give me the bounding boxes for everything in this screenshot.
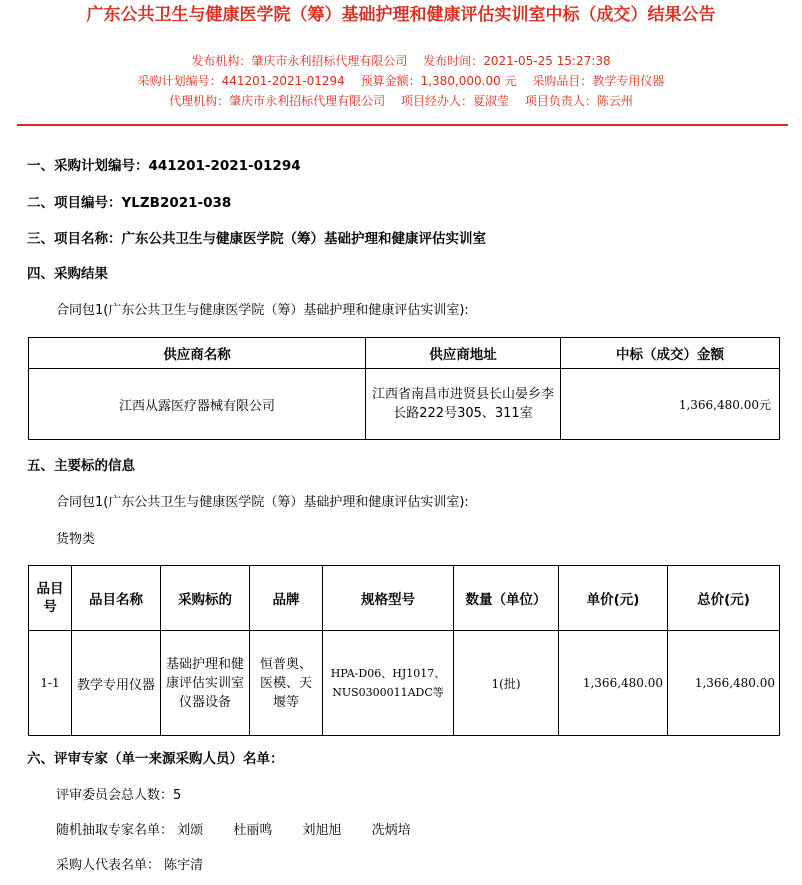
item-name: 教学专用仪器	[72, 631, 161, 736]
item-unit-price: 1,366,480.00	[559, 631, 668, 736]
purchaser-rep-label: 采购人代表名单：	[56, 858, 161, 873]
meta-leader: 项目负责人：陈云州	[524, 94, 633, 108]
col-spec: 规格型号	[323, 566, 454, 631]
item-target: 基础护理和健康评估实训室仪器设备	[161, 631, 250, 736]
expert-name: 冼炳培	[371, 823, 411, 838]
item-no: 1-1	[29, 631, 72, 736]
table-row	[29, 369, 780, 440]
item-brand: 恒普奥、医模、天堰等	[250, 631, 323, 736]
section-project-no: 二、项目编号：YLZB2021-038	[27, 195, 232, 211]
expert-name: 杜丽鸣	[233, 823, 273, 838]
section-project-name: 三、项目名称：广东公共卫生与健康医学院（筹）基础护理和健康评估实训室	[27, 231, 486, 247]
purchaser-rep-line	[56, 856, 203, 876]
meta-line-1	[0, 52, 802, 70]
col-target: 采购标的	[161, 566, 250, 631]
meta-agency: 代理机构：肇庆市永利招标代理有限公司	[169, 94, 386, 108]
table-header-row	[29, 566, 780, 631]
item-total-price: 1,366,480.00	[668, 631, 780, 736]
meta-item: 采购品目：教学专用仪器	[532, 74, 665, 88]
section-plan-no: 一、采购计划编号：441201-2021-01294	[27, 158, 301, 174]
items-table	[28, 565, 780, 736]
expert-count: 评审委员会总人数：5	[56, 788, 182, 803]
header-divider	[17, 124, 788, 126]
random-experts-line	[56, 821, 437, 841]
expert-name: 刘颂	[177, 823, 204, 838]
col-item-no: 品目号	[29, 566, 72, 631]
col-unit-price: 单价(元)	[559, 566, 668, 631]
meta-line-2	[0, 72, 802, 90]
item-quantity: 1(批)	[454, 631, 559, 736]
col-supplier-address: 供应商地址	[366, 338, 561, 369]
random-experts-label: 随机抽取专家名单：	[56, 823, 174, 838]
section-result: 四、采购结果	[27, 266, 108, 282]
col-award-amount: 中标（成交）金额	[561, 338, 780, 369]
package-label-2: 合同包1(广东公共卫生与健康医学院（筹）基础护理和健康评估实训室):	[56, 495, 469, 510]
col-item-name: 品目名称	[72, 566, 161, 631]
col-supplier-name: 供应商名称	[29, 338, 366, 369]
section-items: 五、主要标的信息	[27, 458, 135, 474]
meta-budget: 预算金额：1,380,000.00 元	[360, 74, 517, 88]
supplier-name: 江西从露医疗器械有限公司	[29, 369, 366, 440]
meta-plan-no: 采购计划编号：441201-2021-01294	[137, 74, 345, 88]
col-brand: 品牌	[250, 566, 323, 631]
table-row	[29, 631, 780, 736]
meta-line-3	[0, 92, 802, 110]
award-amount: 1,366,480.00元	[561, 369, 780, 440]
col-total-price: 总价(元)	[668, 566, 780, 631]
page-title: 广东公共卫生与健康医学院（筹）基础护理和健康评估实训室中标（成交）结果公告	[86, 5, 716, 25]
goods-label: 货物类	[56, 532, 96, 547]
package-label: 合同包1(广东公共卫生与健康医学院（筹）基础护理和健康评估实训室):	[56, 303, 469, 318]
item-spec: HPA-D06、HJ1017、NUS0300011ADC等	[323, 631, 454, 736]
result-table	[28, 337, 780, 440]
expert-name: 刘旭旭	[302, 823, 342, 838]
meta-publish-time: 发布时间：2021-05-25 15:27:38	[423, 54, 611, 68]
purchaser-rep-name: 陈宇清	[164, 858, 204, 873]
supplier-address: 江西省南昌市进贤县长山晏乡李长路222号305、311室	[366, 369, 561, 440]
table-header-row	[29, 338, 780, 369]
meta-publisher: 发布机构：肇庆市永利招标代理有限公司	[191, 54, 408, 68]
col-quantity: 数量（单位）	[454, 566, 559, 631]
section-experts: 六、评审专家（单一来源采购人员）名单：	[27, 751, 284, 767]
meta-handler: 项目经办人：夏淑莹	[400, 94, 509, 108]
